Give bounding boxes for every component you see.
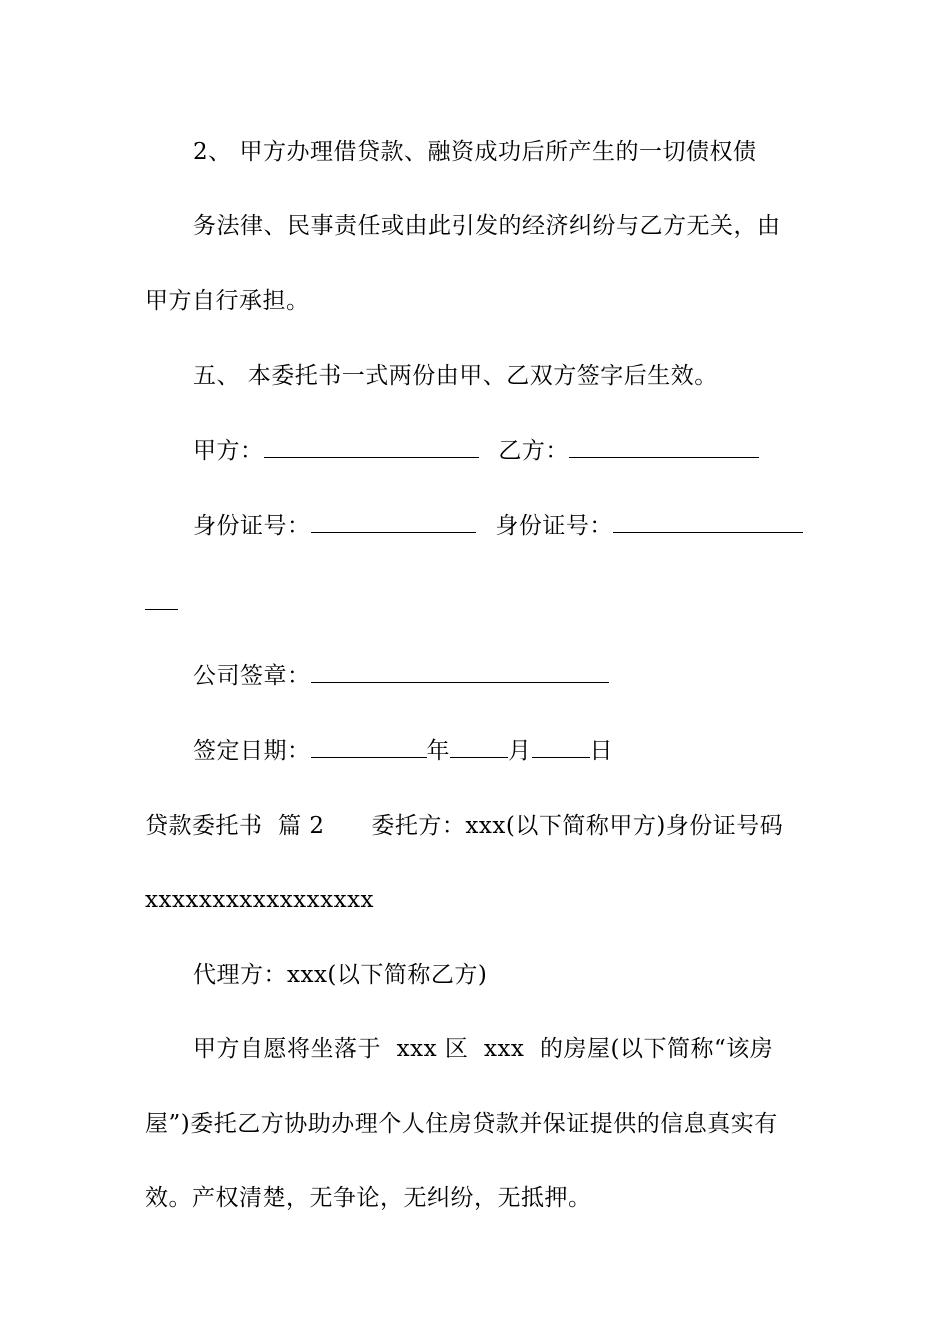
party-b-blank (569, 437, 759, 458)
party-b-label: 乙方： (498, 438, 569, 464)
id-number-row (193, 511, 803, 541)
sign-date-row (193, 736, 613, 766)
company-seal-row (193, 661, 609, 691)
party-a-blank (264, 437, 479, 458)
clause-5-line: 五、 本委托书一式两份由甲、乙双方签字后生效。 (193, 363, 718, 389)
company-seal-label: 公司签章： (193, 663, 311, 689)
day-label: 日 (589, 738, 613, 764)
id-a-label: 身份证号： (193, 513, 311, 539)
part2-body-line-2: 屋”)委托乙方协助办理个人住房贷款并保证提供的信息真实有 (145, 1111, 778, 1137)
party-signature-row (193, 436, 759, 466)
company-seal-blank (311, 662, 609, 683)
month-label: 月 (508, 738, 532, 764)
clause-2-line-2: 务法律、民事责任或由此引发的经济纠纷与乙方无关，由 (193, 213, 781, 239)
sign-date-label: 签定日期： (193, 738, 311, 764)
part2-body-line-3: 效。产权清楚，无争论，无纠纷，无抵押。 (145, 1185, 592, 1211)
part2-agent-line: 代理方：xxx(以下简称乙方) (193, 962, 488, 988)
part2-id-number: xxxxxxxxxxxxxxxxx (145, 887, 375, 913)
day-blank (532, 737, 590, 758)
year-blank (311, 737, 427, 758)
id-b-label: 身份证号： (495, 513, 613, 539)
clause-2-line-1: 2、 甲方办理借贷款、融资成功后所产生的一切债权债 (193, 139, 757, 165)
part2-title-line: 贷款委托书 篇 2 委托方：xxx(以下简称甲方)身份证号码 (145, 813, 784, 839)
id-a-blank (311, 512, 476, 533)
id-b-blank (613, 512, 803, 533)
month-blank (450, 737, 508, 758)
party-a-label: 甲方： (193, 438, 264, 464)
clause-2-line-3: 甲方自行承担。 (145, 288, 310, 314)
part2-body-line-1: 甲方自愿将坐落于 xxx 区 xxx 的房屋(以下简称“该房 (193, 1036, 774, 1062)
id-b-blank-continuation (145, 609, 178, 610)
year-label: 年 (426, 738, 450, 764)
